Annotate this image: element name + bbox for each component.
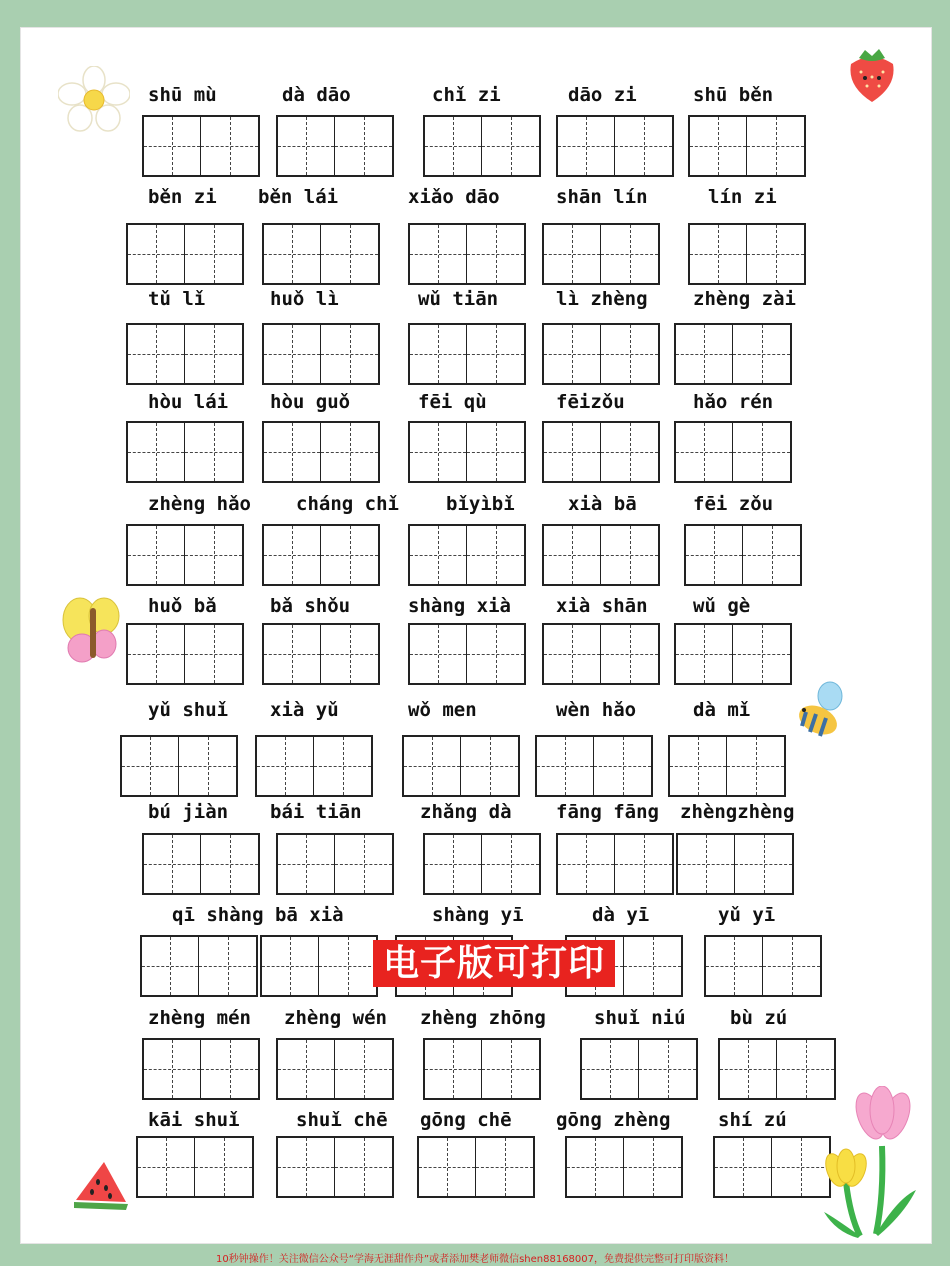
tianzige-box[interactable]: [262, 421, 380, 483]
pinyin-label: zhèng zhōng: [420, 1007, 546, 1029]
tianzige-box[interactable]: [542, 323, 660, 385]
tianzige-box[interactable]: [565, 1136, 683, 1198]
tianzige-box[interactable]: [676, 833, 794, 895]
pinyin-label: huǒ bǎ: [148, 595, 217, 617]
tianzige-box[interactable]: [142, 1038, 260, 1100]
pinyin-label: bái tiān: [270, 801, 362, 823]
pinyin-label: qī shàng bā xià: [172, 904, 344, 926]
pinyin-label: hòu guǒ: [270, 391, 351, 413]
tianzige-box[interactable]: [276, 833, 394, 895]
pinyin-label: běn lái: [258, 186, 339, 208]
pinyin-label: bǎ shǒu: [270, 595, 351, 617]
printable-banner: 电子版可打印: [373, 940, 615, 987]
pinyin-label: běn zi: [148, 186, 217, 208]
pinyin-label: shuǐ chē: [296, 1109, 388, 1131]
tianzige-box[interactable]: [136, 1136, 254, 1198]
tianzige-box[interactable]: [126, 421, 244, 483]
tianzige-box[interactable]: [262, 524, 380, 586]
pinyin-label: yǔ shuǐ: [148, 699, 229, 721]
tianzige-box[interactable]: [140, 935, 258, 997]
pinyin-label: shàng xià: [408, 595, 511, 617]
pinyin-label: zhǎng dà: [420, 801, 512, 823]
pinyin-label: cháng chǐ: [296, 493, 399, 515]
pinyin-label: shū mù: [148, 84, 217, 106]
tianzige-box[interactable]: [262, 623, 380, 685]
pinyin-label: xià bā: [568, 493, 637, 515]
tianzige-box[interactable]: [668, 735, 786, 797]
pinyin-label: zhèng wén: [284, 1007, 387, 1029]
pinyin-label: bú jiàn: [148, 801, 229, 823]
pinyin-label: wǔ tiān: [418, 288, 499, 310]
tianzige-box[interactable]: [408, 421, 526, 483]
tianzige-box[interactable]: [674, 323, 792, 385]
tianzige-box[interactable]: [417, 1136, 535, 1198]
tianzige-box[interactable]: [276, 1136, 394, 1198]
pinyin-label: huǒ lì: [270, 288, 339, 310]
pinyin-label: gōng zhèng: [556, 1109, 671, 1131]
tulip-icon: [812, 1086, 930, 1244]
tianzige-box[interactable]: [556, 115, 674, 177]
watermelon-icon: [70, 1158, 130, 1212]
tianzige-box[interactable]: [423, 833, 541, 895]
tianzige-box[interactable]: [126, 323, 244, 385]
tianzige-box[interactable]: [126, 623, 244, 685]
tianzige-box[interactable]: [276, 1038, 394, 1100]
pinyin-label: wǒ men: [408, 699, 477, 721]
tianzige-box[interactable]: [408, 223, 526, 285]
tianzige-box[interactable]: [262, 223, 380, 285]
tianzige-box[interactable]: [262, 323, 380, 385]
tianzige-box[interactable]: [688, 115, 806, 177]
pinyin-label: kāi shuǐ: [148, 1109, 240, 1131]
tianzige-box[interactable]: [255, 735, 373, 797]
pinyin-label: fāng fāng: [556, 801, 659, 823]
tianzige-box[interactable]: [120, 735, 238, 797]
tianzige-box[interactable]: [684, 524, 802, 586]
tianzige-box[interactable]: [542, 421, 660, 483]
daisy-icon: [58, 66, 130, 134]
pinyin-label: lín zi: [708, 186, 777, 208]
pinyin-label: zhèngzhèng: [680, 801, 795, 823]
pinyin-label: xiǎo dāo: [408, 186, 500, 208]
pinyin-label: shān lín: [556, 186, 648, 208]
tianzige-box[interactable]: [674, 421, 792, 483]
tianzige-box[interactable]: [542, 623, 660, 685]
pinyin-label: hòu lái: [148, 391, 229, 413]
pinyin-label: dāo zi: [568, 84, 637, 106]
pinyin-label: yǔ yī: [718, 904, 776, 926]
pinyin-label: wèn hǎo: [556, 699, 637, 721]
tianzige-box[interactable]: [423, 1038, 541, 1100]
tianzige-box[interactable]: [408, 623, 526, 685]
tianzige-box[interactable]: [580, 1038, 698, 1100]
pinyin-label: wǔ gè: [693, 595, 751, 617]
tianzige-box[interactable]: [126, 223, 244, 285]
pinyin-label: gōng chē: [420, 1109, 512, 1131]
bee-icon: [792, 680, 848, 742]
pinyin-label: fēizǒu: [556, 391, 625, 413]
tianzige-box[interactable]: [142, 115, 260, 177]
tianzige-box[interactable]: [408, 524, 526, 586]
tianzige-box[interactable]: [535, 735, 653, 797]
pinyin-label: xià shān: [556, 595, 648, 617]
pinyin-label: xià yǔ: [270, 699, 339, 721]
butterfly-icon: [60, 594, 126, 670]
tianzige-box[interactable]: [688, 223, 806, 285]
pinyin-label: tǔ lǐ: [148, 288, 206, 310]
pinyin-label: bǐyìbǐ: [446, 493, 515, 515]
tianzige-box[interactable]: [423, 115, 541, 177]
pinyin-label: bù zú: [730, 1007, 788, 1029]
tianzige-box[interactable]: [542, 223, 660, 285]
tianzige-box[interactable]: [142, 833, 260, 895]
footer-note: 10秒钟操作！关注微信公众号“学海无涯甜作舟”或者添加樊老师微信shen88168007，免费提供完整可打印版资料！: [215, 1254, 735, 1265]
pinyin-label: shàng yī: [432, 904, 524, 926]
pinyin-label: dà yī: [592, 904, 650, 926]
strawberry-icon: [845, 46, 899, 104]
pinyin-label: shí zú: [718, 1109, 787, 1131]
tianzige-box[interactable]: [402, 735, 520, 797]
pinyin-label: lì zhèng: [556, 288, 648, 310]
pinyin-label: shū běn: [693, 84, 774, 106]
pinyin-label: hǎo rén: [693, 391, 774, 413]
tianzige-box[interactable]: [408, 323, 526, 385]
pinyin-label: zhèng zài: [693, 288, 796, 310]
pinyin-label: fēi zǒu: [693, 493, 774, 515]
pinyin-label: shuǐ niú: [594, 1007, 686, 1029]
tianzige-box[interactable]: [276, 115, 394, 177]
pinyin-label: chǐ zi: [432, 84, 501, 106]
pinyin-label: zhèng mén: [148, 1007, 251, 1029]
pinyin-label: fēi qù: [418, 391, 487, 413]
pinyin-label: dà dāo: [282, 84, 351, 106]
pinyin-label: dà mǐ: [693, 699, 751, 721]
tianzige-box[interactable]: [674, 623, 792, 685]
tianzige-box[interactable]: [260, 935, 378, 997]
tianzige-box[interactable]: [704, 935, 822, 997]
pinyin-label: zhèng hǎo: [148, 493, 251, 515]
tianzige-box[interactable]: [542, 524, 660, 586]
tianzige-box[interactable]: [556, 833, 674, 895]
tianzige-box[interactable]: [126, 524, 244, 586]
